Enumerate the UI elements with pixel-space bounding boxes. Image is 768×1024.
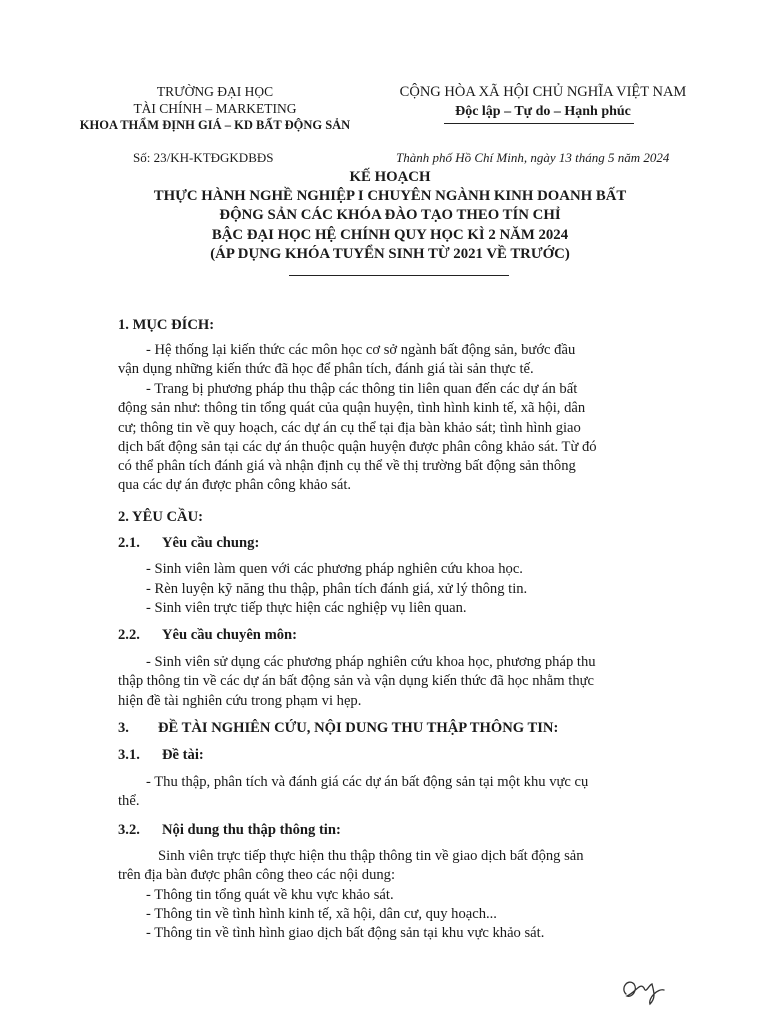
section-3-2-item-1: - Thông tin tổng quát về khu vực khảo sát. (146, 887, 394, 903)
section-1-para-1-line-2: vận dụng những kiến thức đã học để phân tích, đánh giá tài sản thực tế. (118, 361, 534, 378)
section-3-2-para-line-1: Sinh viên trực tiếp thực hiện thu thập thông tin về giao dịch bất động sản (158, 848, 584, 864)
section-3-2-number: 3.2. (118, 822, 140, 838)
section-2-2-para-line-2: thập thông tin về các dự án bất động sản và vận dụng kiến thức đã học nhằm thực (118, 673, 595, 690)
section-3-1-para-line-1: - Thu thập, phân tích và đánh giá các dự án bất động sản tại một khu vực cụ (146, 774, 589, 790)
section-2-2-para (118, 653, 668, 711)
motto-underline (444, 123, 634, 124)
section-1-para-2-line-1: - Trang bị phương pháp thu thập các thông tin liên quan đến các dự án bất (146, 381, 578, 397)
section-1-para-2-line-3: cư; thông tin về quy hoạch, các dự án cụ thể tại địa bàn khảo sát; tình hình giao (118, 419, 581, 436)
country-name: CỘNG HÒA XÃ HỘI CHỦ NGHĨA VIỆT NAM (399, 84, 687, 100)
faculty-name: KHOA THẨM ĐỊNH GIÁ – KD BẤT ĐỘNG SẢN (79, 118, 351, 132)
header-left (60, 83, 370, 134)
section-1-para-2 (118, 380, 668, 496)
section-1-para-2-line-6: qua các dự án được phân công khảo sát. (118, 477, 352, 494)
section-3-1-title: Đề tài: (162, 747, 204, 763)
handwritten-signature (618, 968, 668, 1008)
section-3-1-para-line-2: thể. (118, 793, 140, 810)
section-1-para-2-line-4: dịch bất động sản tại các dự án thuộc quận huyện được phân công khảo sát. Từ đó (118, 438, 597, 455)
section-3-2-title: Nội dung thu thập thông tin: (162, 822, 341, 838)
university-line-2: TÀI CHÍNH – MARKETING (133, 101, 297, 116)
doc-number: Số: 23/KH-KTĐGKDBĐS (133, 150, 274, 165)
section-2-1-item-1: - Sinh viên làm quen với các phương pháp nghiên cứu khoa học. (146, 561, 523, 577)
title-line-5: (ÁP DỤNG KHÓA TUYỂN SINH TỪ 2021 VỀ TRƯỚC) (210, 245, 570, 262)
section-2-1-number: 2.1. (118, 535, 140, 551)
section-2-heading: 2. YÊU CẦU: (118, 509, 203, 525)
section-1-para-2-line-2: động sản như: thông tin tổng quát của quận huyện, tình hình kinh tế, xã hội, dân (118, 400, 586, 417)
section-3-2-item-3: - Thông tin về tình hình giao dịch bất động sản tại khu vực khảo sát. (146, 925, 545, 941)
section-2-1-item-3: - Sinh viên trực tiếp thực hiện các nghiệp vụ liên quan. (146, 600, 467, 616)
section-3-1-heading (118, 747, 204, 764)
section-2-1-heading (118, 535, 259, 552)
document-title (90, 168, 690, 264)
section-3-number: 3. (118, 720, 129, 736)
section-2-2-para-line-3: hiện đề tài nghiên cứu trong phạm vi hẹp. (118, 692, 362, 709)
title-line-2: THỰC HÀNH NGHỀ NGHIỆP I CHUYÊN NGÀNH KINH DOANH BẤT (153, 188, 627, 205)
title-line-3: ĐỘNG SẢN CÁC KHÓA ĐÀO TẠO THEO TÍN CHỈ (219, 207, 561, 224)
section-3-heading (118, 720, 558, 737)
title-underline (289, 275, 509, 276)
section-2-2-heading (118, 627, 297, 644)
section-1-para-2-line-5: có thể phân tích đánh giá và nhận định cụ thể về thị trường bất động sản thông (118, 458, 576, 475)
country-motto: Độc lập – Tự do – Hạnh phúc (455, 104, 631, 119)
section-1-para-1 (118, 341, 668, 380)
title-line-1: KẾ HOẠCH (349, 169, 431, 185)
section-3-2-heading (118, 822, 341, 839)
section-1-para-1-line-1: - Hệ thống lại kiến thức các môn học cơ sở ngành bất động sản, bước đầu (146, 342, 576, 358)
section-3-1-para (118, 773, 668, 812)
doc-date: Thành phố Hồ Chí Minh, ngày 13 tháng 5 năm 2024 (396, 150, 670, 165)
section-2-2-number: 2.2. (118, 627, 140, 643)
section-3-2-para (118, 847, 668, 886)
section-3-title: ĐỀ TÀI NGHIÊN CỨU, NỘI DUNG THU THẬP THÔNG TIN: (158, 720, 559, 736)
university-line-1: TRƯỜNG ĐẠI HỌC (156, 84, 274, 99)
section-3-1-number: 3.1. (118, 747, 140, 763)
header-right (378, 83, 708, 121)
section-3-2-item-2: - Thông tin về tình hình kinh tế, xã hội, dân cư, quy hoạch... (146, 906, 497, 922)
section-2-1-title: Yêu cầu chung: (162, 535, 260, 551)
section-2-1-item-2: - Rèn luyện kỹ năng thu thập, phân tích đánh giá, xử lý thông tin. (146, 581, 528, 597)
section-3-2-para-line-2: trên địa bàn được phân công theo các nội dung: (118, 867, 396, 884)
section-1-heading: 1. MỤC ĐÍCH: (118, 317, 215, 333)
title-line-4: BẬC ĐẠI HỌC HỆ CHÍNH QUY HỌC KÌ 2 NĂM 2024 (211, 226, 569, 243)
section-2-2-title: Yêu cầu chuyên môn: (162, 627, 297, 643)
section-2-2-para-line-1: - Sinh viên sử dụng các phương pháp nghiên cứu khoa học, phương pháp thu (146, 654, 596, 670)
